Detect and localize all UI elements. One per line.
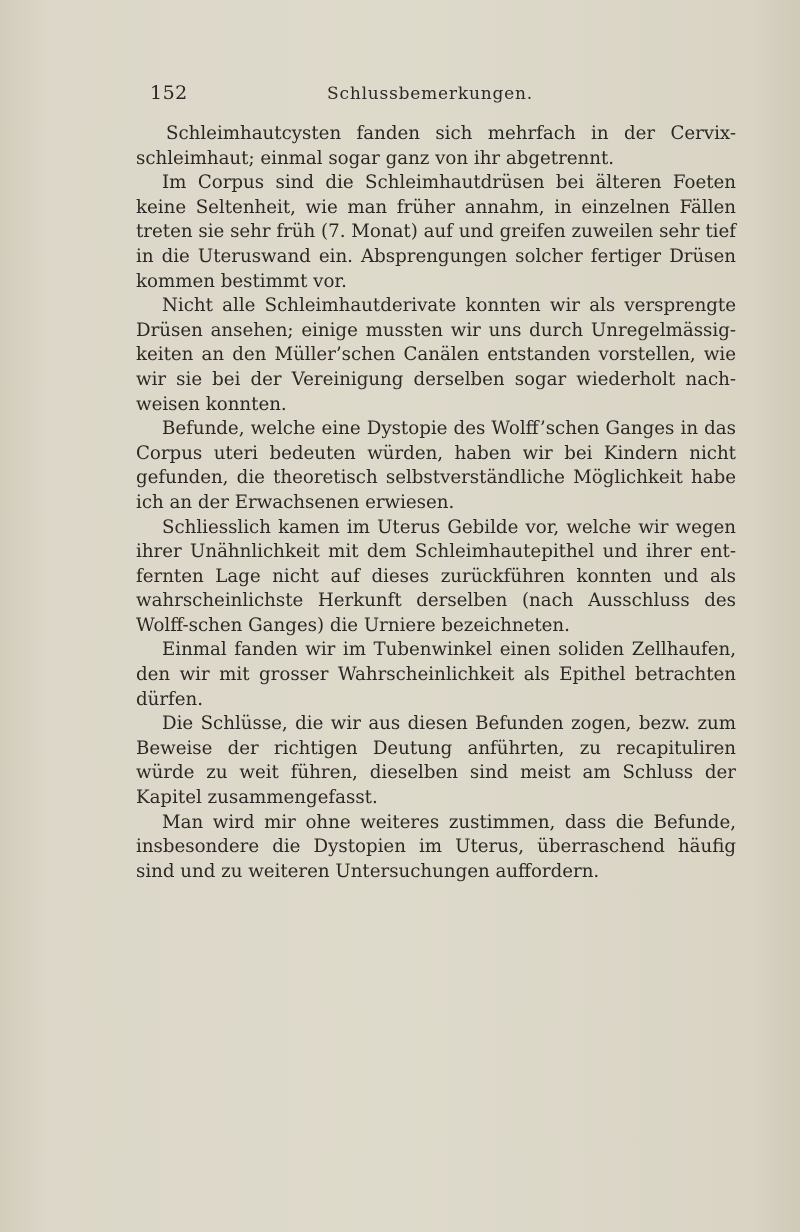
paragraph-5: Schliesslich kamen im Uterus Gebilde vor, welche wir wegen ihrer Unähnlichkeit mit dem Schleimhautepithel und ihrer ent-fernten Lage nicht auf dieses zurückführen konnten und als wahrscheinlichste Herkunft derselben (nach Ausschluss des Wolff-schen Ganges) die Urniere bezeichneten. bbox=[136, 516, 736, 636]
running-head: Schlussbemerkungen. bbox=[327, 84, 533, 104]
paragraph-1: Schleimhautcysten fanden sich mehrfach in der Cervix-schleimhaut; einmal sogar ganz von ihr abgetrennt. bbox=[136, 123, 736, 169]
paragraph-7: Die Schlüsse, die wir aus diesen Befunden zogen, bezw. zum Beweise der richtigen Deutung anführten, zu recapituliren würde zu weit führen, dieselben sind meist am Schluss der Kapitel zusammengefasst. bbox=[136, 713, 736, 809]
paragraph-8: Man wird mir ohne weiteres zustimmen, dass die Befunde, insbesondere die Dystopien im Uterus, überraschend häufig sind und zu weiteren Untersuchungen auffordern. bbox=[136, 811, 736, 882]
page-number: 152 bbox=[150, 82, 188, 104]
paragraph-2: Im Corpus sind die Schleimhautdrüsen bei älteren Foeten keine Seltenheit, wie man früher annahm, in einzelnen Fällen treten sie sehr früh (7. Monat) auf und greifen zuweilen sehr tief in die Uteruswand ein. Absprengungen solcher fertiger Drüsen kommen bestimmt vor. bbox=[136, 172, 736, 292]
page-header bbox=[150, 82, 710, 112]
body-text bbox=[136, 122, 736, 884]
paragraph-3: Nicht alle Schleimhautderivate konnten wir als versprengte Drüsen ansehen; einige mussten wir uns durch Unregelmässig-keiten an den Müller’schen Canälen entstanden vorstellen, wie wir sie bei der Vereinigung derselben sogar wiederholt nach-weisen konnten. bbox=[136, 295, 736, 415]
paragraph-4: Befunde, welche eine Dystopie des Wolff’schen Ganges in das Corpus uteri bedeuten würden, haben wir bei Kindern nicht gefunden, die theoretisch selbstverständliche Möglichkeit habe ich an der Erwachsenen erwiesen. bbox=[136, 418, 736, 513]
paragraph-6: Einmal fanden wir im Tubenwinkel einen soliden Zellhaufen, den wir mit grosser Wahrscheinlichkeit als Epithel betrachten dürfen. bbox=[136, 639, 736, 710]
